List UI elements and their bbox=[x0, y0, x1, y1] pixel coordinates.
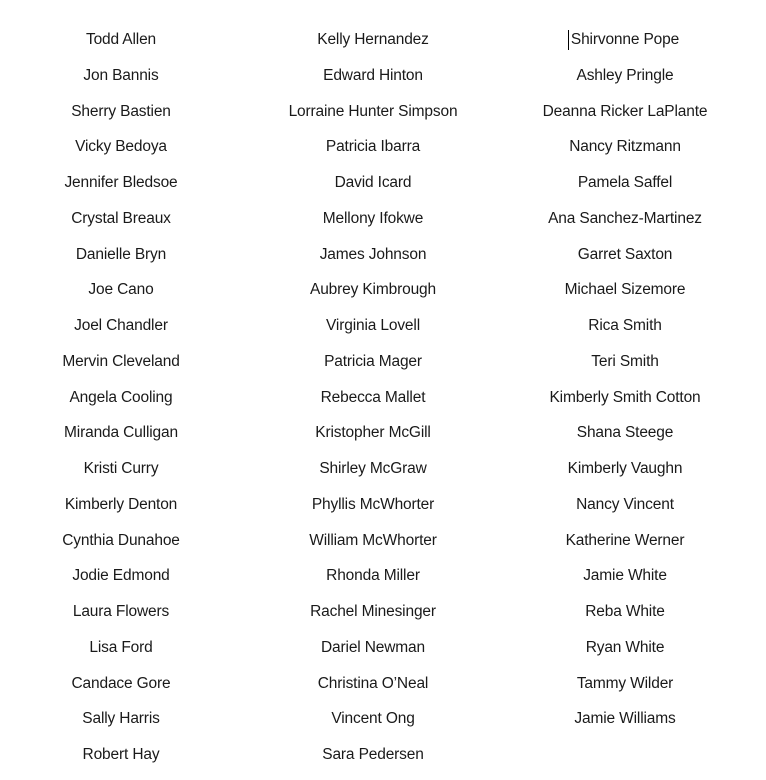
name-list-item: Crystal Breaux bbox=[71, 209, 171, 227]
name-list-item: Kimberly Denton bbox=[64, 495, 178, 513]
name-list-item: Ryan White bbox=[585, 638, 665, 656]
name-list-item: Laura Flowers bbox=[72, 603, 170, 620]
name-list-item: Lorraine Hunter Simpson bbox=[288, 102, 458, 120]
name-list-item: Miranda Culligan bbox=[64, 424, 178, 442]
name-list-item: Kristi Curry bbox=[83, 460, 159, 477]
name-list-item: Jamie White bbox=[583, 567, 667, 585]
name-list-item: Patricia Ibarra bbox=[325, 138, 421, 156]
name-list-item: William McWhorter bbox=[309, 531, 437, 549]
name-list-item: Kimberly Smith Cotton bbox=[549, 388, 701, 406]
name-list-item: Dariel Newman bbox=[321, 638, 425, 656]
name-list-item: Rachel Minesinger bbox=[310, 603, 436, 620]
name-list-item: James Johnson bbox=[319, 245, 427, 263]
name-list-item: Rhonda Miller bbox=[326, 567, 420, 585]
name-list-item: Shirley McGraw bbox=[319, 460, 427, 477]
name-list-item: Lisa Ford bbox=[89, 638, 153, 656]
name-list-item: Katherine Werner bbox=[565, 531, 685, 549]
name-list-item: Patricia Mager bbox=[324, 352, 422, 370]
name-list-item: Kimberly Vaughn bbox=[567, 460, 683, 477]
name-list-item: Mellony Ifokwe bbox=[322, 209, 424, 227]
name-list-item: Teri Smith bbox=[591, 352, 659, 370]
name-list-item: Pamela Saffel bbox=[577, 174, 673, 191]
name-list-item: Jodie Edmond bbox=[72, 567, 170, 585]
name-list-item: Tammy Wilder bbox=[576, 674, 674, 692]
name-list-item: Sally Harris bbox=[82, 710, 160, 728]
name-list-item: Vincent Ong bbox=[331, 710, 415, 728]
name-list-item: Sherry Bastien bbox=[71, 102, 171, 120]
name-list-item: Shana Steege bbox=[576, 424, 674, 442]
name-list-item: Garret Saxton bbox=[577, 245, 673, 263]
name-list-item: Kelly Hernandez bbox=[317, 31, 429, 48]
name-list-item: Joel Chandler bbox=[74, 317, 168, 334]
name-list-item: Ana Sanchez-Martinez bbox=[548, 209, 702, 227]
name-list-item: Nancy Ritzmann bbox=[569, 138, 681, 156]
name-list-item: Jamie Williams bbox=[574, 710, 676, 728]
name-list-item: Joe Cano bbox=[88, 281, 154, 299]
name-list-item: Edward Hinton bbox=[323, 66, 423, 84]
name-list-item: Shirvonne Pope bbox=[570, 31, 680, 48]
name-list-item: Sara Pedersen bbox=[322, 746, 424, 763]
name-list-item: Rebecca Mallet bbox=[320, 388, 426, 406]
name-list-item: Danielle Bryn bbox=[75, 245, 167, 263]
name-list-item: Angela Cooling bbox=[69, 388, 173, 406]
text-cursor bbox=[568, 30, 569, 50]
name-list-item: Todd Allen bbox=[85, 31, 157, 48]
name-list-item: Phyllis McWhorter bbox=[311, 495, 435, 513]
name-list-item: Virginia Lovell bbox=[326, 317, 420, 334]
name-list-item: Robert Hay bbox=[82, 746, 160, 763]
name-list-item: Nancy Vincent bbox=[576, 495, 674, 513]
name-list-item: Christina O’Neal bbox=[317, 674, 429, 692]
name-list-item: Mervin Cleveland bbox=[62, 352, 180, 370]
name-list-item: Vicky Bedoya bbox=[75, 138, 167, 156]
name-list-item: Michael Sizemore bbox=[564, 281, 686, 299]
name-list-item: Ashley Pringle bbox=[576, 66, 674, 84]
name-list-item: Candace Gore bbox=[71, 674, 171, 692]
name-list-item: Jennifer Bledsoe bbox=[64, 174, 178, 191]
name-list-item: Kristopher McGill bbox=[315, 424, 431, 442]
name-list-item: Reba White bbox=[585, 603, 665, 620]
name-column-1 bbox=[0, 29, 247, 780]
name-list-item: Rica Smith bbox=[588, 317, 662, 334]
name-list-item: David Icard bbox=[334, 174, 412, 191]
name-list-item: Deanna Ricker LaPlante bbox=[542, 102, 708, 120]
name-list-item: Aubrey Kimbrough bbox=[310, 281, 436, 299]
name-column-3 bbox=[499, 29, 751, 744]
name-list-item: Cynthia Dunahoe bbox=[62, 531, 180, 549]
name-list-item: Jon Bannis bbox=[83, 66, 159, 84]
name-column-2 bbox=[247, 29, 499, 780]
